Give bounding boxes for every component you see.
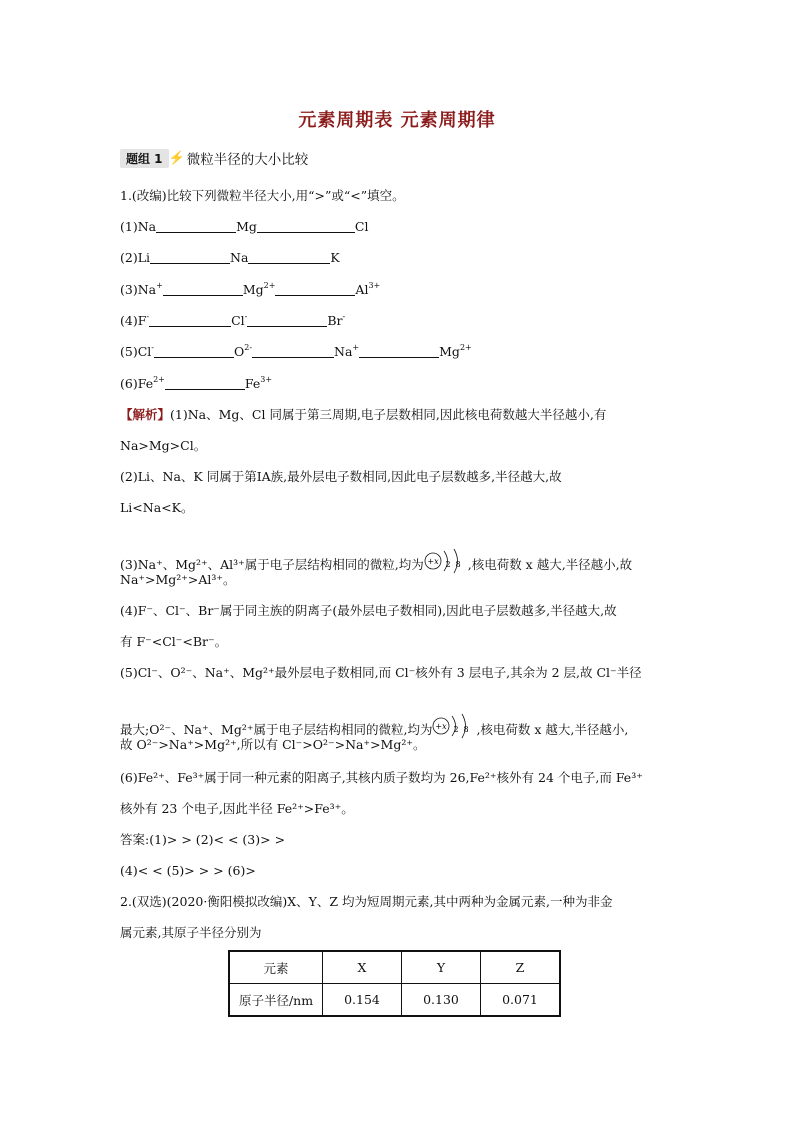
answer-blank[interactable] bbox=[163, 283, 243, 296]
answer-line-2: (4)< < (5)> > > (6)> bbox=[120, 863, 256, 878]
item-label: (1)Na bbox=[120, 219, 157, 234]
item-label: Mg bbox=[439, 344, 460, 359]
table-cell: 元素 bbox=[229, 951, 323, 984]
shell-2-count: 8 bbox=[455, 560, 461, 569]
lightning-icon: ⚡ bbox=[168, 150, 185, 166]
charge-sup: + bbox=[352, 343, 360, 352]
analysis-paragraph-5: (5)Cl⁻、O²⁻、Na⁺、Mg²⁺最外层电子数相同,而 Cl⁻核外有 3 层电子,其余为 2 层,故 Cl⁻半径 bbox=[120, 665, 642, 680]
item-label: Cl bbox=[354, 219, 369, 234]
charge-sup: - bbox=[244, 312, 248, 321]
item-label: Na bbox=[230, 250, 249, 265]
analysis-text: Li<Na<K。 bbox=[120, 500, 194, 515]
item-label: (6)Fe bbox=[120, 376, 154, 391]
analysis-paragraph-2: (2)Li、Na、K 同属于第ⅠA族,最外层电子数相同,因此电子层数越多,半径越大,故 bbox=[120, 469, 562, 484]
item-label: (4)F bbox=[120, 313, 147, 328]
item-label: Br bbox=[327, 313, 343, 328]
answer-blank[interactable] bbox=[165, 377, 245, 390]
answer-blank[interactable] bbox=[154, 345, 234, 358]
table-cell: X bbox=[323, 951, 402, 984]
nucleus-label: +x bbox=[427, 557, 439, 566]
group-heading bbox=[120, 148, 308, 168]
table-cell: 原子半径/nm bbox=[229, 984, 323, 1017]
item-label: (2)Li bbox=[120, 250, 151, 265]
item-label: (3)Na bbox=[120, 282, 157, 297]
table-header-row bbox=[229, 951, 560, 984]
analysis-text: 有 F⁻<Cl⁻<Br⁻。 bbox=[120, 634, 228, 649]
charge-sup: 2+ bbox=[459, 343, 472, 352]
table-cell: 0.154 bbox=[323, 984, 402, 1017]
analysis-text: 核外有 23 个电子,因此半径 Fe²⁺>Fe³⁺。 bbox=[120, 801, 354, 816]
table-cell: 0.071 bbox=[481, 984, 561, 1017]
nucleus-label: +x bbox=[435, 722, 448, 731]
question-2-stem: 2.(双选)(2020·衡阳模拟改编)X、Y、Z 均为短周期元素,其中两种为金属元素,一种为非金 bbox=[120, 894, 613, 909]
analysis-paragraph-4: (4)F⁻、Cl⁻、Br⁻属于同主族的阴离子(最外层电子数相同),因此电子层数越多,半径越大,故 bbox=[120, 603, 617, 618]
question-1-item-5 bbox=[120, 344, 472, 360]
analysis-text: 故 O²⁻>Na⁺>Mg²⁺,所以有 Cl⁻>O²⁻>Na⁺>Mg²⁺。 bbox=[120, 737, 426, 752]
question-2-stem-cont: 属元素,其原子半径分别为 bbox=[120, 925, 262, 940]
item-label: Fe bbox=[244, 376, 261, 391]
analysis-paragraph-1 bbox=[120, 407, 606, 423]
answer-blank[interactable] bbox=[359, 345, 439, 358]
analysis-text: ,核电荷数 x 越大,半径越小, bbox=[476, 722, 629, 737]
answer-blank[interactable] bbox=[252, 345, 334, 358]
answer-blank[interactable] bbox=[257, 220, 355, 233]
item-label: Mg bbox=[236, 219, 257, 234]
analysis-paragraph-6: (6)Fe²⁺、Fe³⁺属于同一种元素的阳离子,其核内质子数均为 26,Fe²⁺核外有 24 个电子,而 Fe³⁺ bbox=[120, 770, 643, 785]
charge-sup: 3+ bbox=[368, 281, 381, 290]
atomic-radius-table bbox=[228, 950, 561, 1017]
charge-sup: - bbox=[151, 343, 154, 352]
group-title: 微粒半径的大小比较 bbox=[186, 152, 309, 168]
group-badge: 题组 1 bbox=[120, 149, 169, 168]
question-1-item-1 bbox=[120, 219, 368, 235]
answer-blank[interactable] bbox=[244, 312, 327, 327]
item-label: Mg bbox=[242, 282, 264, 297]
answer-blank[interactable] bbox=[248, 251, 330, 264]
answer-blank[interactable] bbox=[149, 314, 231, 327]
analysis-label: 【解析】 bbox=[120, 407, 171, 422]
question-1-item-3 bbox=[120, 282, 380, 298]
analysis-text: ,核电荷数 x 越大,半径越小,故 bbox=[467, 557, 633, 572]
atom-structure-diagram bbox=[432, 712, 476, 742]
item-label: Al bbox=[355, 282, 369, 297]
atom-structure-diagram bbox=[424, 547, 468, 577]
table-cell: 0.130 bbox=[402, 984, 481, 1017]
item-label: O bbox=[233, 344, 245, 359]
item-label: K bbox=[330, 250, 340, 265]
charge-sup: 2+ bbox=[263, 281, 276, 290]
question-1-item-4 bbox=[120, 313, 345, 329]
charge-sup: + bbox=[156, 281, 163, 290]
table-cell: Y bbox=[402, 951, 481, 984]
answer-line-1: 答案:(1)> > (2)< < (3)> > bbox=[120, 832, 286, 847]
analysis-text: Na⁺>Mg²⁺>Al³⁺。 bbox=[120, 572, 236, 587]
page-title: 元素周期表 元素周期律 bbox=[298, 110, 496, 131]
analysis-text: Na>Mg>Cl。 bbox=[120, 438, 207, 453]
shell-1-count: 2 bbox=[453, 725, 459, 734]
answer-blank[interactable] bbox=[156, 220, 236, 233]
charge-sup: 2+ bbox=[153, 375, 165, 384]
question-1-stem: 1.(改编)比较下列微粒半径大小,用“>”或“<”填空。 bbox=[120, 188, 405, 203]
item-label: (5)Cl bbox=[120, 344, 152, 359]
analysis-text: 最大;O²⁻、Na⁺、Mg²⁺属于电子层结构相同的微粒,均为 bbox=[120, 722, 433, 737]
item-label: Cl bbox=[231, 313, 245, 328]
charge-sup: - bbox=[342, 312, 346, 321]
question-1-item-6 bbox=[120, 376, 272, 392]
analysis-text: (3)Na⁺、Mg²⁺、Al³⁺属于电子层结构相同的微粒,均为 bbox=[120, 557, 424, 572]
charge-sup: - bbox=[146, 312, 150, 321]
shell-1-count: 2 bbox=[445, 560, 451, 569]
shell-2-count: 8 bbox=[463, 725, 469, 734]
table-cell: Z bbox=[481, 951, 561, 984]
item-label: Na bbox=[334, 344, 353, 359]
answer-blank[interactable] bbox=[275, 283, 355, 296]
question-1-item-2 bbox=[120, 250, 340, 266]
table-row bbox=[229, 984, 560, 1017]
answer-blank[interactable] bbox=[150, 251, 230, 264]
charge-sup: 2- bbox=[244, 343, 253, 352]
analysis-text: (1)Na、Mg、Cl 同属于第三周期,电子层数相同,因此核电荷数越大半径越小,有 bbox=[170, 407, 607, 422]
charge-sup: 3+ bbox=[260, 375, 273, 384]
